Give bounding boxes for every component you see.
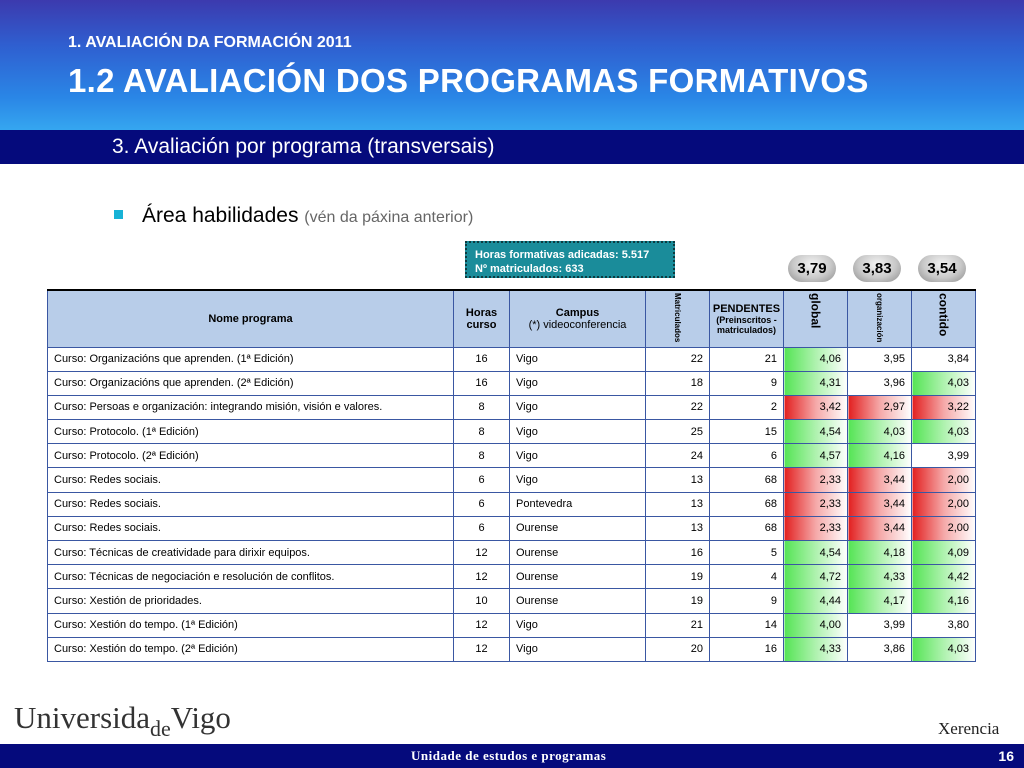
header-pendentes	[710, 290, 784, 347]
cell-contido: 4,03	[912, 371, 976, 395]
header-organizacion	[848, 290, 912, 347]
cell-matriculados: 25	[646, 420, 710, 444]
cell-matriculados: 13	[646, 492, 710, 516]
cell-global: 4,54	[784, 541, 848, 565]
cell-contido: 4,03	[912, 637, 976, 661]
logo-part1: Universida	[14, 700, 151, 735]
header-global-text: global	[808, 293, 823, 329]
table-row	[48, 541, 976, 565]
table-row	[48, 492, 976, 516]
header-campus-line1: Campus	[555, 306, 600, 319]
header-horas-line2: curso	[466, 318, 497, 331]
header-name: Nome programa	[48, 290, 454, 347]
cell-pendentes: 2	[710, 395, 784, 419]
cell-matriculados: 19	[646, 589, 710, 613]
cell-campus: Vigo	[510, 613, 646, 637]
header-campus	[510, 290, 646, 347]
cell-name: Curso: Persoas e organización: integrando misión, visión e valores.	[48, 395, 454, 419]
table-row	[48, 468, 976, 492]
cell-matriculados: 22	[646, 347, 710, 371]
cell-contido: 3,80	[912, 613, 976, 637]
cell-campus: Vigo	[510, 468, 646, 492]
cell-organizacion: 4,18	[848, 541, 912, 565]
info-hours: Horas formativas adicadas: 5.517	[475, 249, 650, 261]
cell-campus: Vigo	[510, 420, 646, 444]
cell-horas: 12	[454, 613, 510, 637]
cell-matriculados: 24	[646, 444, 710, 468]
cell-matriculados: 22	[646, 395, 710, 419]
table-row	[48, 589, 976, 613]
cell-organizacion: 3,44	[848, 492, 912, 516]
table-row	[48, 371, 976, 395]
cell-horas: 10	[454, 589, 510, 613]
cell-organizacion: 2,97	[848, 395, 912, 419]
cell-organizacion: 4,17	[848, 589, 912, 613]
cell-global: 2,33	[784, 516, 848, 540]
cell-contido: 4,03	[912, 420, 976, 444]
bullet-icon	[114, 210, 123, 219]
logo-part2: de	[150, 716, 171, 741]
cell-horas: 8	[454, 444, 510, 468]
cell-pendentes: 68	[710, 492, 784, 516]
cell-pendentes: 14	[710, 613, 784, 637]
cell-pendentes: 15	[710, 420, 784, 444]
programs-table	[47, 289, 976, 662]
cell-horas: 12	[454, 565, 510, 589]
cell-campus: Ourense	[510, 541, 646, 565]
title-banner	[0, 0, 1024, 130]
score-organizacion: 3,83	[853, 255, 901, 282]
cell-global: 4,31	[784, 371, 848, 395]
cell-horas: 8	[454, 395, 510, 419]
header-matriculados	[646, 290, 710, 347]
cell-pendentes: 9	[710, 589, 784, 613]
header-campus-line2: (*) videoconferencia	[528, 318, 627, 331]
cell-name: Curso: Protocolo. (1ª Edición)	[48, 420, 454, 444]
cell-contido: 3,99	[912, 444, 976, 468]
cell-organizacion: 3,86	[848, 637, 912, 661]
cell-pendentes: 5	[710, 541, 784, 565]
table-header-row	[48, 290, 976, 347]
cell-global: 4,06	[784, 347, 848, 371]
cell-global: 4,57	[784, 444, 848, 468]
cell-contido: 4,16	[912, 589, 976, 613]
cell-campus: Vigo	[510, 444, 646, 468]
cell-contido: 2,00	[912, 492, 976, 516]
table-row	[48, 637, 976, 661]
cell-contido: 3,84	[912, 347, 976, 371]
cell-global: 2,33	[784, 468, 848, 492]
cell-horas: 8	[454, 420, 510, 444]
cell-campus: Ourense	[510, 565, 646, 589]
cell-horas: 16	[454, 347, 510, 371]
cell-pendentes: 4	[710, 565, 784, 589]
table-row	[48, 420, 976, 444]
cell-matriculados: 16	[646, 541, 710, 565]
cell-campus: Vigo	[510, 371, 646, 395]
cell-global: 4,33	[784, 637, 848, 661]
cell-pendentes: 6	[710, 444, 784, 468]
cell-name: Curso: Xestión do tempo. (2ª Edición)	[48, 637, 454, 661]
cell-contido: 4,42	[912, 565, 976, 589]
cell-pendentes: 68	[710, 516, 784, 540]
header-matriculados-text: Matriculados	[673, 293, 682, 343]
cell-horas: 12	[454, 541, 510, 565]
cell-name: Curso: Técnicas de creatividade para dirixir equipos.	[48, 541, 454, 565]
cell-contido: 3,22	[912, 395, 976, 419]
xerencia-label: Xerencia	[938, 719, 1000, 738]
cell-horas: 6	[454, 516, 510, 540]
cell-matriculados: 20	[646, 637, 710, 661]
cell-name: Curso: Redes sociais.	[48, 492, 454, 516]
cell-horas: 16	[454, 371, 510, 395]
table-row	[48, 613, 976, 637]
cell-matriculados: 21	[646, 613, 710, 637]
cell-organizacion: 3,99	[848, 613, 912, 637]
cell-contido: 2,00	[912, 468, 976, 492]
cell-contido: 2,00	[912, 516, 976, 540]
table-row	[48, 444, 976, 468]
cell-organizacion: 3,96	[848, 371, 912, 395]
footer-bar	[0, 744, 1024, 768]
cell-matriculados: 13	[646, 468, 710, 492]
cell-campus: Vigo	[510, 347, 646, 371]
cell-global: 4,54	[784, 420, 848, 444]
cell-organizacion: 4,03	[848, 420, 912, 444]
cell-organizacion: 4,16	[848, 444, 912, 468]
university-logo	[14, 700, 231, 741]
section-pretitle: 1. AVALIACIÓN DA FORMACIÓN 2011	[68, 34, 352, 51]
header-pendentes-line2: (Preinscritos -	[716, 314, 777, 325]
cell-global: 3,42	[784, 395, 848, 419]
cell-name: Curso: Redes sociais.	[48, 516, 454, 540]
cell-global: 4,00	[784, 613, 848, 637]
cell-contido: 4,09	[912, 541, 976, 565]
header-pendentes-line1: PENDENTES	[712, 302, 781, 315]
cell-global: 4,44	[784, 589, 848, 613]
cell-pendentes: 21	[710, 347, 784, 371]
cell-campus: Pontevedra	[510, 492, 646, 516]
score-contido: 3,54	[918, 255, 966, 282]
footer-unit: Unidade de estudos e programas	[411, 748, 607, 763]
cell-horas: 6	[454, 468, 510, 492]
header-global	[784, 290, 848, 347]
cell-global: 2,33	[784, 492, 848, 516]
cell-matriculados: 13	[646, 516, 710, 540]
cell-campus: Vigo	[510, 637, 646, 661]
cell-name: Curso: Organizacións que aprenden. (2ª Edición)	[48, 371, 454, 395]
table-body	[48, 347, 976, 661]
cell-campus: Ourense	[510, 589, 646, 613]
info-box	[465, 241, 675, 278]
table-row	[48, 565, 976, 589]
cell-organizacion: 3,44	[848, 468, 912, 492]
cell-name: Curso: Redes sociais.	[48, 468, 454, 492]
page-title: 1.2 AVALIACIÓN DOS PROGRAMAS FORMATIVOS	[68, 62, 869, 99]
cell-pendentes: 9	[710, 371, 784, 395]
table-row	[48, 395, 976, 419]
header-organizacion-text: organización	[875, 293, 884, 343]
cell-organizacion: 3,95	[848, 347, 912, 371]
cell-name: Curso: Xestión do tempo. (1ª Edición)	[48, 613, 454, 637]
cell-organizacion: 3,44	[848, 516, 912, 540]
cell-campus: Ourense	[510, 516, 646, 540]
cell-horas: 6	[454, 492, 510, 516]
info-enrolled: Nº matriculados: 633	[475, 263, 584, 275]
cell-organizacion: 4,33	[848, 565, 912, 589]
header-contido-text: contido	[936, 293, 951, 337]
header-pendentes-line3: matriculados)	[716, 324, 776, 335]
cell-horas: 12	[454, 637, 510, 661]
cell-pendentes: 68	[710, 468, 784, 492]
area-title: Área habilidades	[142, 204, 299, 227]
cell-name: Curso: Técnicas de negociación e resolución de conflitos.	[48, 565, 454, 589]
header-horas-line1: Horas	[465, 306, 498, 319]
cell-name: Curso: Xestión de prioridades.	[48, 589, 454, 613]
header-horas	[454, 290, 510, 347]
cell-matriculados: 19	[646, 565, 710, 589]
cell-campus: Vigo	[510, 395, 646, 419]
subheader-title: 3. Avaliación por programa (transversais)	[112, 135, 495, 158]
area-heading	[142, 204, 473, 228]
subheader-bar	[0, 130, 1024, 164]
page-number: 16	[998, 748, 1014, 764]
area-subtitle: (vén da páxina anterior)	[304, 209, 474, 226]
cell-name: Curso: Protocolo. (2ª Edición)	[48, 444, 454, 468]
table-row	[48, 516, 976, 540]
score-global: 3,79	[788, 255, 836, 282]
cell-matriculados: 18	[646, 371, 710, 395]
cell-pendentes: 16	[710, 637, 784, 661]
logo-part3: Vigo	[170, 700, 231, 735]
table-row	[48, 347, 976, 371]
cell-global: 4,72	[784, 565, 848, 589]
cell-name: Curso: Organizacións que aprenden. (1ª Edición)	[48, 347, 454, 371]
header-contido	[912, 290, 976, 347]
